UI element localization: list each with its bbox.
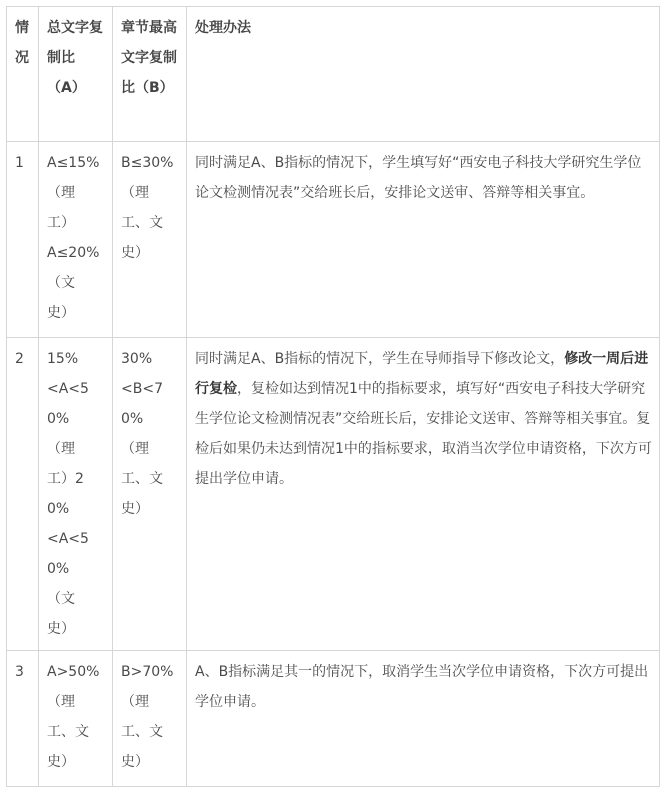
- cell-a: [39, 651, 113, 787]
- header-case: 情况: [7, 7, 39, 142]
- cell-b-line: B>70%: [121, 664, 174, 680]
- method-emphasis: 修改一周后进行复检: [195, 351, 649, 397]
- method-text: 同时满足A、B指标的情况下，学生在导师指导下修改论文，: [195, 351, 565, 367]
- cell-a-line: 工、文: [47, 724, 89, 740]
- cell-b-line: （理: [121, 694, 149, 710]
- cell-b-line: 30%: [121, 351, 153, 367]
- cell-a-line: 史）: [47, 754, 75, 770]
- method-text: A、B指标满足其一的情况下，取消学生当次学位申请资格，下次方可提出学位申请。: [195, 664, 649, 710]
- cell-method: [187, 142, 660, 338]
- method-text: 同时满足A、B指标的情况下，学生填写好“西安电子科技大学研究生学位论文检测情况表”交给班长后，安排论文送审、答辩等相关事宜。: [195, 155, 642, 201]
- cell-b: [113, 338, 187, 651]
- cell-a-line: （文: [47, 591, 75, 607]
- cell-b-line: 史）: [121, 754, 149, 770]
- cell-a-line: A≤15%: [47, 155, 100, 171]
- table-row: [7, 651, 660, 787]
- cell-b-line: 史）: [121, 501, 149, 517]
- cell-case: 3: [7, 651, 39, 787]
- cell-a-line: 15%: [47, 351, 79, 367]
- cell-a-line: A≤20%: [47, 245, 100, 261]
- cell-a-line: 史）: [47, 621, 75, 637]
- cell-b-line: 史）: [121, 245, 149, 261]
- cell-a-line: <A<50%: [47, 531, 89, 577]
- cell-b: [113, 142, 187, 338]
- method-text: ，复检如达到情况1中的指标要求，填写好“西安电子科技大学研究生学位论文检测情况表”交给班长后，安排论文送审、答辩等相关事宜。复检后如果仍未达到情况1中的指标要求，取消当次学位申请资格，下次方可提出学位申请。: [195, 381, 652, 487]
- cell-b-line: <B<70%: [121, 381, 163, 427]
- cell-a-line: <A<50%: [47, 381, 89, 427]
- cell-a: [39, 338, 113, 651]
- cell-a-line: 工）: [47, 215, 75, 231]
- table-header-row: [7, 7, 660, 142]
- cell-b-line: B≤30%: [121, 155, 174, 171]
- cell-b-line: （理: [121, 185, 149, 201]
- cell-a: [39, 142, 113, 338]
- cell-method: [187, 338, 660, 651]
- cell-case: 2: [7, 338, 39, 651]
- cell-a-line: A>50%: [47, 664, 100, 680]
- cell-a-line: （理: [47, 694, 75, 710]
- cell-a-line: （文: [47, 275, 75, 291]
- cell-b-line: 工、文: [121, 724, 163, 740]
- cell-a-line: 工）20%: [47, 471, 84, 517]
- cell-b-line: 工、文: [121, 471, 163, 487]
- cell-b: [113, 651, 187, 787]
- cell-b-line: （理: [121, 441, 149, 457]
- cell-a-line: 史）: [47, 305, 75, 321]
- header-chapter-copy-ratio: 章节最高文字复制比（B）: [113, 7, 187, 142]
- cell-case: 1: [7, 142, 39, 338]
- policy-table: [6, 6, 660, 787]
- cell-a-line: （理: [47, 185, 75, 201]
- header-method: 处理办法: [187, 7, 660, 142]
- table-row: [7, 338, 660, 651]
- cell-a-line: （理: [47, 441, 75, 457]
- cell-b-line: 工、文: [121, 215, 163, 231]
- cell-method: [187, 651, 660, 787]
- header-total-copy-ratio: 总文字复制比（A）: [39, 7, 113, 142]
- table-row: [7, 142, 660, 338]
